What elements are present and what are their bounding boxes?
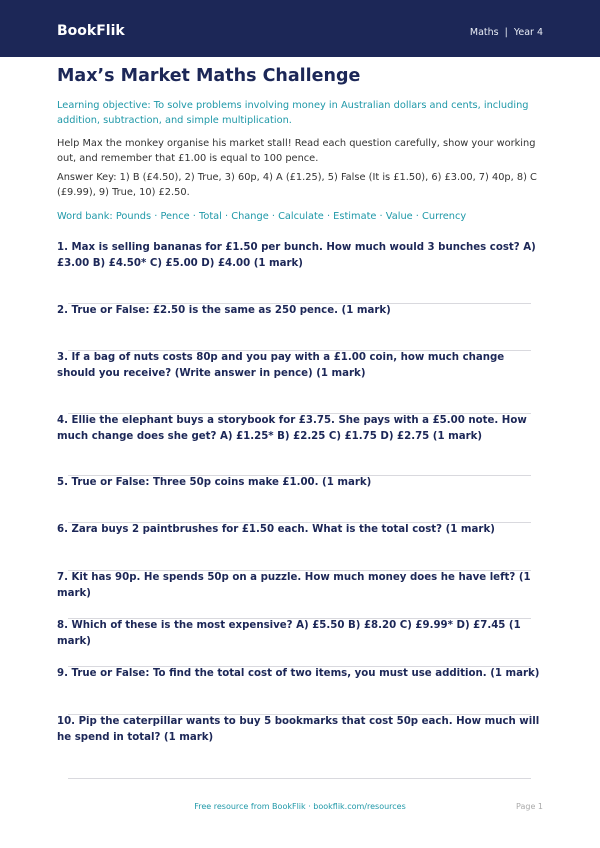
intro-text: Help Max the monkey organise his market stall! Read each question carefully, show your working out, and remember that £1.00 is equal to 100 pence. [57, 138, 536, 164]
header-meta [470, 27, 543, 38]
question-5: 5. True or False: Three 50p coins make £1.00. (1 mark) [57, 477, 372, 488]
question-1: 1. Max is selling bananas for £1.50 per bunch. How much would 3 bunches cost? A) £3.00 B) £4.50* C) £5.00 D) £4.00 (1 mark) [57, 242, 536, 269]
page-title: Max’s Market Maths Challenge [57, 66, 361, 86]
question-6: 6. Zara buys 2 paintbrushes for £1.50 each. What is the total cost? (1 mark) [57, 524, 495, 535]
page-number: Page 1 [516, 802, 543, 811]
question-3: 3. If a bag of nuts costs 80p and you pay with a £1.00 coin, how much change should you receive? (Write answer in pence) (1 mark) [57, 352, 505, 379]
question-2: 2. True or False: £2.50 is the same as 250 pence. (1 mark) [57, 305, 391, 316]
answer-key: Answer Key: 1) B (£4.50), 2) True, 3) 60p, 4) A (£1.25), 5) False (It is £1.50), 6) £3.00, 7) 40p, 8) C (£9.99), 9) True, 10) £2.50. [57, 172, 537, 198]
footer-text[interactable]: Free resource from BookFlik · bookflik.com/resources [194, 802, 406, 811]
header-bar [0, 0, 600, 57]
meta-separator: | [504, 27, 508, 38]
question-9: 9. True or False: To find the total cost of two items, you must use addition. (1 mark) [57, 668, 540, 679]
level-label: Year 4 [513, 27, 543, 38]
word-bank: Word bank: Pounds · Pence · Total · Change · Calculate · Estimate · Value · Currency [57, 211, 467, 222]
question-10: 10. Pip the caterpillar wants to buy 5 bookmarks that cost 50p each. How much will he spend in total? (1 mark) [57, 716, 540, 743]
subject-label: Maths [469, 27, 499, 38]
question-4: 4. Ellie the elephant buys a storybook for £3.75. She pays with a £5.00 note. How much change does she get? A) £1.25* B) £2.25 C) £1.75 D) £2.75 (1 mark) [57, 415, 527, 442]
question-8: 8. Which of these is the most expensive? A) £5.50 B) £8.20 C) £9.99* D) £7.45 (1 mark) [57, 620, 521, 647]
learning-objective: Learning objective: To solve problems involving money in Australian dollars and cents, including addition, subtraction, and simple multiplication. [57, 100, 529, 126]
brand-logo[interactable]: BookFlik [57, 23, 125, 39]
footer-divider [68, 778, 531, 779]
question-7: 7. Kit has 90p. He spends 50p on a puzzle. How much money does he have left? (1 mark) [57, 572, 531, 599]
